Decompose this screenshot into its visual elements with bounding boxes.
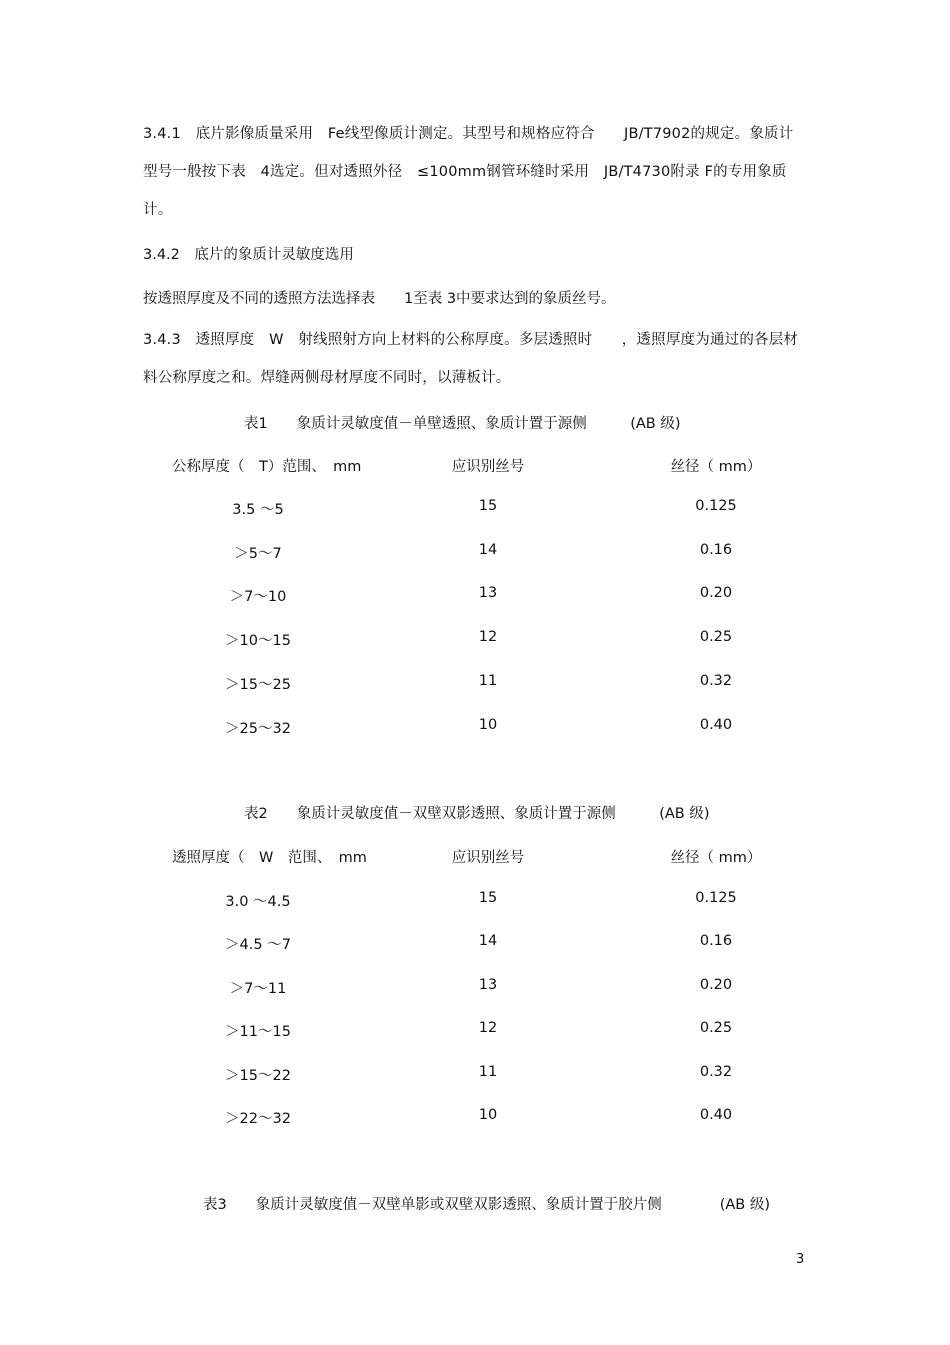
table-cell-wire-number: 13 bbox=[478, 977, 498, 993]
table-cell-thickness: ＞7～10 bbox=[229, 589, 287, 605]
table-row bbox=[0, 585, 950, 605]
table-cell-wire-number: 14 bbox=[478, 933, 498, 949]
table-row bbox=[0, 717, 950, 737]
table-cell-wire-diameter: 0.125 bbox=[695, 890, 737, 906]
table2-header-row bbox=[0, 846, 950, 866]
table-cell-thickness: 3.0 ～4.5 bbox=[225, 894, 291, 910]
table1-header-wire-number: 应识别丝号 bbox=[451, 459, 525, 475]
table1-header-thickness: 公称厚度（ T）范围、 mm bbox=[172, 459, 362, 475]
table-row bbox=[0, 542, 950, 562]
table-cell-wire-diameter: 0.16 bbox=[699, 933, 733, 949]
table-row bbox=[0, 498, 950, 518]
table-row bbox=[0, 1107, 950, 1127]
table-cell-wire-diameter: 0.40 bbox=[699, 1107, 733, 1123]
table1-caption: 表1 象质计灵敏度值－单壁透照、象质计置于源侧 (AB 级) bbox=[244, 416, 681, 432]
table-cell-wire-diameter: 0.40 bbox=[699, 717, 733, 733]
page-number: 3 bbox=[796, 1252, 805, 1267]
table-cell-wire-number: 10 bbox=[478, 1107, 498, 1123]
table-row bbox=[0, 890, 950, 910]
table-cell-wire-number: 13 bbox=[478, 585, 498, 601]
table-row bbox=[0, 1064, 950, 1084]
table2-header-wire-diameter: 丝径（ mm） bbox=[670, 850, 762, 866]
table-cell-thickness: ＞25～32 bbox=[225, 721, 291, 737]
table-cell-wire-diameter: 0.32 bbox=[699, 1064, 733, 1080]
table-cell-thickness: ＞4.5 ～7 bbox=[225, 937, 291, 953]
table-cell-wire-diameter: 0.25 bbox=[699, 629, 733, 645]
table2-header-wire-number: 应识别丝号 bbox=[451, 850, 525, 866]
table-row bbox=[0, 673, 950, 693]
table-cell-thickness: ＞7～11 bbox=[229, 981, 287, 997]
table2-header-thickness: 透照厚度（ W 范围、 mm bbox=[172, 850, 367, 866]
table-cell-thickness: ＞10～15 bbox=[225, 633, 291, 649]
table-row bbox=[0, 1020, 950, 1040]
table3-caption: 表3 象质计灵敏度值－双壁单影或双壁双影透照、象质计置于胶片侧 (AB 级) bbox=[203, 1197, 771, 1213]
table-cell-wire-number: 15 bbox=[478, 498, 498, 514]
table-cell-wire-diameter: 0.32 bbox=[699, 673, 733, 689]
table-row bbox=[0, 933, 950, 953]
table-cell-wire-number: 11 bbox=[478, 673, 498, 689]
table-cell-wire-number: 12 bbox=[478, 629, 498, 645]
table-cell-wire-diameter: 0.25 bbox=[699, 1020, 733, 1036]
table-cell-wire-number: 11 bbox=[478, 1064, 498, 1080]
table-cell-thickness: ＞11～15 bbox=[225, 1024, 291, 1040]
paragraph-3-4-1: 3.4.1 底片影像质量采用 Fe线型像质计测定。其型号和规格应符合 JB/T7902的规定。象质计型号一般按下表 4选定。但对透照外径 ≤100mm钢管环缝时采用 JB/T4730附录 F的专用象质计。 bbox=[143, 126, 794, 218]
paragraph-3-4-2: 按透照厚度及不同的透照方法选择表 1至表 3中要求达到的象质丝号。 bbox=[143, 291, 616, 307]
table1-header-wire-diameter: 丝径（ mm） bbox=[670, 459, 762, 475]
table-cell-wire-diameter: 0.16 bbox=[699, 542, 733, 558]
table-row bbox=[0, 977, 950, 997]
paragraph-3-4-3: 3.4.3 透照厚度 W 射线照射方向上材料的公称厚度。多层透照时 ，透照厚度为通过的各层材料公称厚度之和。焊缝两侧母材厚度不同时，以薄板计。 bbox=[143, 332, 799, 386]
table-cell-thickness: ＞15～25 bbox=[225, 677, 291, 693]
table1-header-row bbox=[0, 455, 950, 475]
table-cell-thickness: ＞22～32 bbox=[225, 1111, 291, 1127]
table-cell-wire-number: 10 bbox=[478, 717, 498, 733]
table-cell-thickness: ＞15～22 bbox=[225, 1068, 291, 1084]
table-cell-thickness: ＞5～7 bbox=[234, 546, 282, 562]
table-cell-wire-diameter: 0.20 bbox=[699, 585, 733, 601]
table-cell-wire-diameter: 0.125 bbox=[695, 498, 737, 514]
table-row bbox=[0, 629, 950, 649]
table-cell-wire-number: 12 bbox=[478, 1020, 498, 1036]
table-cell-wire-number: 15 bbox=[478, 890, 498, 906]
table-cell-wire-number: 14 bbox=[478, 542, 498, 558]
table-cell-thickness: 3.5 ～5 bbox=[232, 502, 284, 518]
table2-caption: 表2 象质计灵敏度值－双壁双影透照、象质计置于源侧 (AB 级) bbox=[244, 806, 710, 822]
table-cell-wire-diameter: 0.20 bbox=[699, 977, 733, 993]
heading-3-4-2: 3.4.2 底片的象质计灵敏度选用 bbox=[143, 247, 354, 263]
